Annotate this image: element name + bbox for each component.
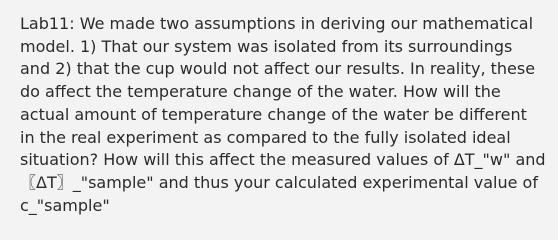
question-line: actual amount of temperature change of the water be different	[20, 104, 527, 124]
question-line: and 2) that the cup would not affect our results. In reality, these	[20, 59, 536, 79]
question-line: in the real experiment as compared to the fully isolated ideal	[20, 127, 511, 147]
question-line: Lab11: We made two assumptions in deriving our mathematical	[20, 14, 534, 33]
question-line: c_"sample"	[20, 195, 110, 215]
question-line: do affect the temperature change of the water. How will the	[20, 82, 501, 102]
question-line: model. 1) That our system was isolated from its surroundings	[20, 36, 513, 56]
question-line: 〖ΔT〗_"sample" and thus your calculated experimental value of	[20, 172, 538, 192]
question-text	[20, 13, 552, 217]
question-line: situation? How will this affect the measured values of ΔT_"w" and	[20, 150, 546, 170]
